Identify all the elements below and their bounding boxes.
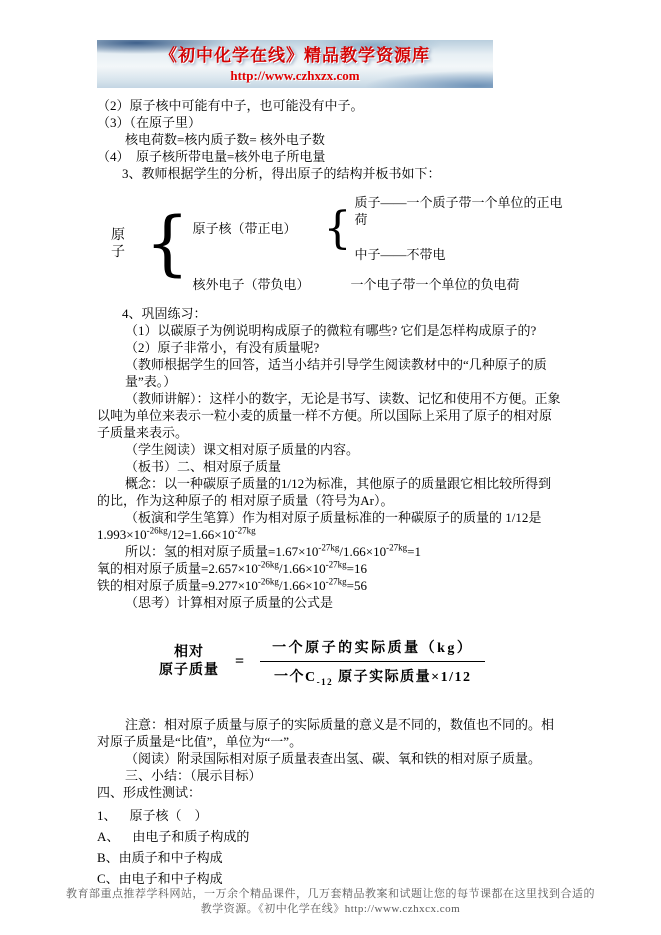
electron-branch bbox=[193, 276, 564, 293]
banner-url-link[interactable]: http://www.czhxzx.com bbox=[230, 67, 360, 83]
test-item-a: A、 由电子和质子构成的 bbox=[97, 829, 250, 844]
test-item-c: C、由电子和中子构成 bbox=[97, 871, 223, 886]
text-segment: /1.66×10 bbox=[278, 561, 326, 576]
formula-lhs-line1: 相对 bbox=[174, 644, 204, 660]
nucleus-particles bbox=[355, 194, 564, 263]
site-banner bbox=[97, 40, 493, 88]
document-content bbox=[97, 97, 563, 887]
text-segment: /1.66×10 bbox=[278, 578, 326, 593]
outer-brace-glyph: { bbox=[144, 202, 190, 284]
fraction bbox=[260, 637, 485, 686]
para-teacher-guide: （教师根据学生的回答，适当小结并引导学生阅读教材中的“几种原子的质量”表。） bbox=[125, 357, 547, 389]
exponent: -27kg bbox=[386, 542, 408, 553]
neutron-line: 中子——不带电 bbox=[354, 247, 446, 262]
text-segment: 所以：氢的相对原子质量=1.67×10 bbox=[125, 544, 319, 559]
formula-lhs bbox=[159, 644, 219, 680]
text-segment: 氧的相对原子质量=2.657×10 bbox=[97, 561, 258, 576]
text-segment: =16 bbox=[346, 561, 367, 576]
diagram-root-label: 原子 bbox=[111, 227, 127, 260]
para-practice-header: 4、巩固练习： bbox=[122, 306, 207, 321]
electron-label: 核外电子（带负电） bbox=[192, 277, 310, 292]
text-segment: =56 bbox=[346, 578, 367, 593]
text-segment: =1 bbox=[407, 544, 421, 559]
diagram-branches bbox=[193, 194, 564, 293]
exponent: -27kg bbox=[325, 559, 347, 570]
electron-note: 一个电子带一个单位的负电荷 bbox=[350, 277, 520, 292]
para-charge-amount: （4） 原子核所带电量=核外电子所电量 bbox=[97, 149, 326, 164]
para-neutron-note: （2）原子核中可能有中子，也可能没有中子。 bbox=[97, 98, 364, 113]
para-calc-standard bbox=[97, 509, 563, 543]
fraction-denominator bbox=[260, 662, 485, 686]
text-segment: /12=1.66×10 bbox=[167, 527, 235, 542]
exponent: -27kg bbox=[318, 542, 340, 553]
para-teacher-summary: 3、教师根据学生的分析，得出原子的结构并板书如下： bbox=[122, 166, 441, 181]
para-think: （思考）计算相对原子质量的公式是 bbox=[125, 595, 334, 610]
exponent: -26kg bbox=[146, 525, 168, 536]
nucleus-branch bbox=[193, 194, 564, 263]
para-student-reading: （学生阅读）课文相对原子质量的内容。 bbox=[125, 442, 360, 457]
para-concept: 概念：以一种碳原子质量的1/12为标准，其他原子的质量跟它相比较所得到的比，作为这种原子的 相对原子质量（符号为Ar）。 bbox=[97, 476, 552, 508]
text-segment: 原子实际质量×1/12 bbox=[333, 670, 472, 685]
test-item-b: B、由质子和中子构成 bbox=[97, 850, 223, 865]
exponent: -27kg bbox=[325, 576, 347, 587]
para-calc-oxygen bbox=[97, 560, 563, 577]
inner-brace-glyph: { bbox=[323, 202, 352, 254]
para-board-title: （板书）二、相对原子质量 bbox=[125, 459, 282, 474]
para-in-atom: （3）（在原子里） bbox=[97, 115, 202, 130]
text-segment: （板演和学生笔算）作为相对原子质量标准的一种碳原子的质量的 1/12是1.993×10 bbox=[97, 510, 542, 542]
test-item-question: 1、 原子核（ ） bbox=[97, 808, 208, 823]
text-segment: 铁的相对原子质量=9.277×10 bbox=[97, 578, 258, 593]
footer-line1: 教育部重点推荐学科网站，一万余个精品课件，几万套精品教案和试题让您的每节课都在这里找到合适的 bbox=[66, 888, 595, 900]
banner-title: 《初中化学在线》精品教学资源库 bbox=[160, 45, 430, 65]
relative-atomic-mass-formula bbox=[159, 637, 563, 686]
exponent: -26kg bbox=[257, 576, 279, 587]
formula-lhs-line2: 原子质量 bbox=[159, 662, 219, 678]
exponent: -27kg bbox=[234, 525, 256, 536]
atom-structure-diagram bbox=[111, 194, 563, 293]
para-reading-appendix: （阅读）附录国际相对原子质量表查出氢、碳、氧和铁的相对原子质量。 bbox=[125, 751, 542, 766]
para-test-header: 四、形成性测试： bbox=[97, 785, 202, 800]
nucleus-label: 原子核（带正电） bbox=[192, 221, 297, 236]
exponent: -26kg bbox=[257, 559, 279, 570]
para-teacher-explain: （教师讲解）：这样小的数字，无论是书写、读数、记忆和使用不方便。正象以吨为单位来表示一粒小麦的质量一样不方便。所以国际上采用了原子的相对原子质量来表示。 bbox=[97, 391, 561, 440]
para-practice-q1: （1）以碳原子为例说明构成原子的微粒有哪些? 它们是怎样构成原子的? bbox=[125, 323, 537, 338]
para-calc-hydrogen bbox=[125, 543, 563, 560]
para-practice-q2: （2）原子非常小，有没有质量呢? bbox=[125, 340, 320, 355]
footer-line2: 教学资源。《初中化学在线》http://www.czhxcx.com bbox=[200, 903, 461, 915]
para-calc-iron bbox=[97, 577, 563, 594]
page-footer bbox=[0, 887, 661, 917]
equals-sign: = bbox=[235, 652, 245, 670]
fraction-numerator: 一个原子的实际质量（kg） bbox=[260, 637, 485, 662]
carbon-12-subscript: -12 bbox=[316, 676, 334, 687]
text-segment: 一个C bbox=[274, 670, 317, 685]
para-note: 注意：相对原子质量与原子的实际质量的意义是不同的，数值也不同的。相对原子质量是“比值”，单位为“一”。 bbox=[97, 717, 555, 749]
para-charge-equation: 核电荷数=核内质子数= 核外电子数 bbox=[125, 132, 325, 147]
text-segment: /1.66×10 bbox=[339, 544, 387, 559]
para-summary: 三、小结：（展示目标） bbox=[125, 768, 262, 783]
proton-line: 质子——一个质子带一个单位的正电荷 bbox=[354, 195, 563, 227]
